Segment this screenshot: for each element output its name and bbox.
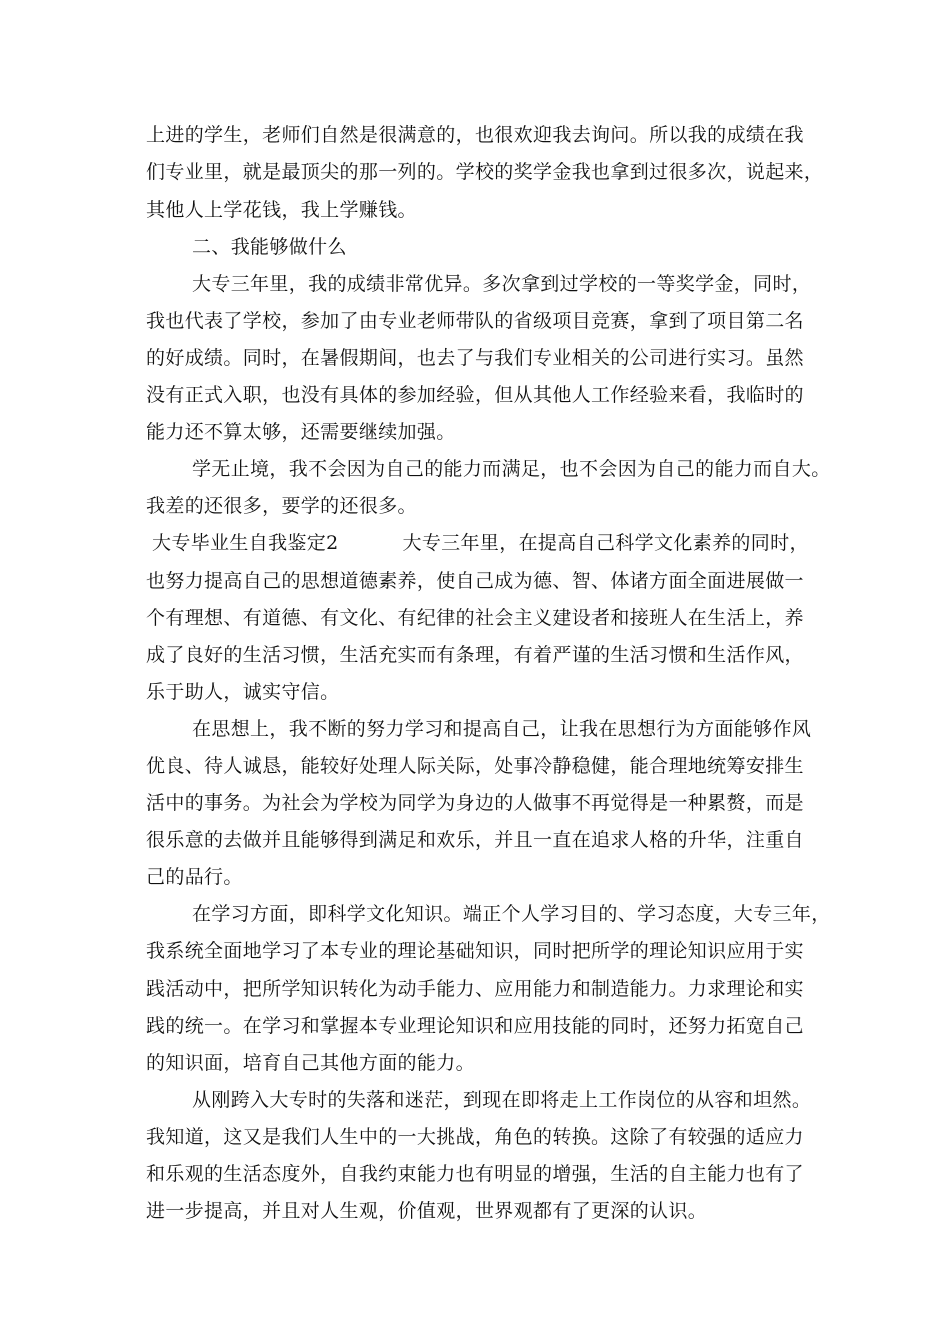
- paragraph-line: 乐于助人，诚实守信。: [146, 681, 340, 703]
- paragraph-line: 优良、待人诚恳，能较好处理人际关际，处事冷静稳健，能合理地统筹安排生: [146, 755, 804, 777]
- paragraph-line: 进一步提高，并且对人生观，价值观，世界观都有了更深的认识。: [146, 1200, 708, 1222]
- paragraph-line: 己的品行。: [146, 866, 243, 888]
- paragraph-line: 在学习方面，即科学文化知识。端正个人学习目的、学习态度，大专三年，: [192, 903, 831, 925]
- paragraph-line: 其他人上学花钱，我上学赚钱。: [146, 199, 417, 221]
- paragraph-line: 活中的事务。为社会为学校为同学为身边的人做事不再觉得是一种累赘，而是: [146, 792, 804, 814]
- paragraph-line: 没有正式入职，也没有具体的参加经验，但从其他人工作经验来看，我临时的: [146, 384, 804, 406]
- paragraph-line: 和乐观的生活态度外，自我约束能力也有明显的增强，生活的自主能力也有了: [146, 1163, 804, 1185]
- section-title-line: 大专毕业生自我鉴定2 大专三年里，在提高自己科学文化素养的同时，: [152, 532, 809, 554]
- paragraph-line: 我系统全面地学习了本专业的理论基础知识，同时把所学的理论知识应用于实: [146, 940, 804, 962]
- paragraph-line: 践的统一。在学习和掌握本专业理论知识和应用技能的同时，还努力拓宽自己: [146, 1015, 804, 1037]
- paragraph-line: 学无止境，我不会因为自己的能力而满足，也不会因为自己的能力而自大。: [192, 458, 831, 480]
- paragraph-line: 们专业里，就是最顶尖的那一列的。学校的奖学金我也拿到过很多次，说起来，: [146, 161, 824, 183]
- paragraph-line: 能力还不算太够，还需要继续加强。: [146, 421, 456, 443]
- paragraph-line: 很乐意的去做并且能够得到满足和欢乐，并且一直在追求人格的升华，注重自: [146, 829, 804, 851]
- paragraph-line: 也努力提高自己的思想道德素养，使自己成为德、智、体诸方面全面进展做一: [146, 570, 804, 592]
- paragraph-line: 践活动中，把所学知识转化为动手能力、应用能力和制造能力。力求理论和实: [146, 978, 804, 1000]
- paragraph-line: 我差的还很多，要学的还很多。: [146, 495, 417, 517]
- paragraph-line: 在思想上，我不断的努力学习和提高自己，让我在思想行为方面能够作风: [192, 718, 812, 740]
- paragraph-line: 成了良好的生活习惯，生活充实而有条理，有着严谨的生活习惯和生活作风，: [146, 644, 804, 666]
- paragraph-line: 从刚跨入大专时的失落和迷茫，到现在即将走上工作岗位的从容和坦然。: [192, 1089, 812, 1111]
- paragraph-line: 的好成绩。同时，在暑假期间，也去了与我们专业相关的公司进行实习。虽然: [146, 347, 804, 369]
- paragraph-line: 大专三年里，我的成绩非常优异。多次拿到过学校的一等奖学金，同时，: [192, 273, 812, 295]
- paragraph-line: 我也代表了学校，参加了由专业老师带队的省级项目竞赛，拿到了项目第二名: [146, 310, 804, 332]
- paragraph-line: 上进的学生，老师们自然是很满意的，也很欢迎我去询问。所以我的成绩在我: [146, 124, 804, 146]
- paragraph-line: 我知道，这又是我们人生中的一大挑战，角色的转换。这除了有较强的适应力: [146, 1126, 804, 1148]
- section-heading: 二、我能够做什么: [192, 236, 347, 258]
- paragraph-line: 个有理想、有道德、有文化、有纪律的社会主义建设者和接班人在生活上，养: [146, 607, 804, 629]
- paragraph-line: 的知识面，培育自己其他方面的能力。: [146, 1052, 475, 1074]
